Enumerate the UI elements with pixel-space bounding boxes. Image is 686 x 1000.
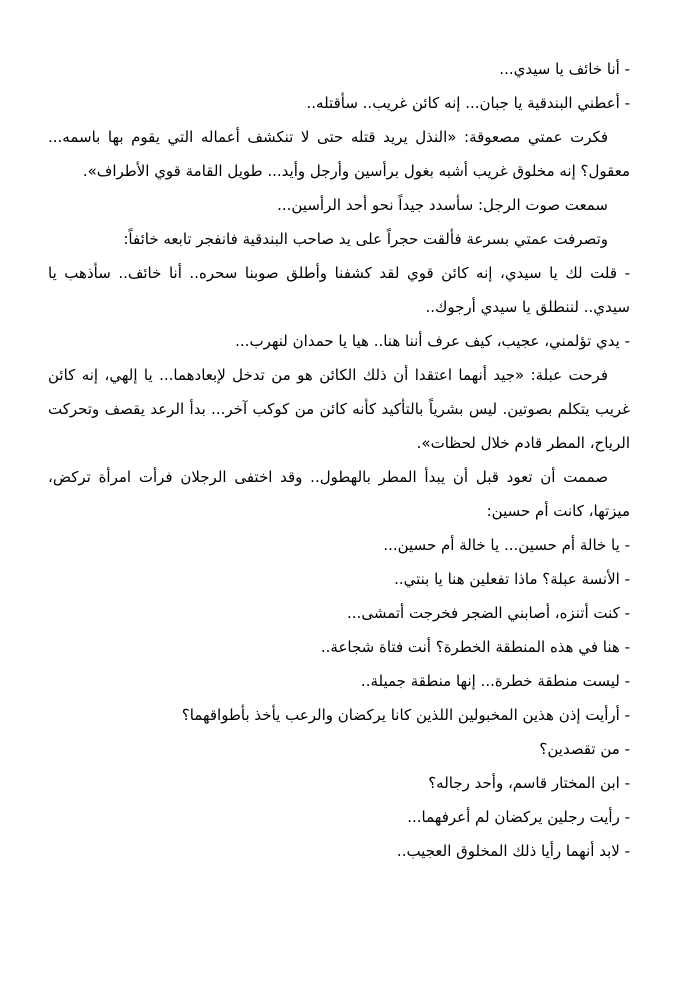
dialogue-line: - يدي تؤلمني، عجيب، كيف عرف أننا هنا.. هيا يا حمدان لنهرب... xyxy=(235,332,630,350)
dialogue-line: - من تقصدين؟ xyxy=(539,740,630,758)
dialogue-line: - ليست منطقة خطرة... إنها منطقة جميلة.. xyxy=(360,672,630,690)
dialogue-line: - قلت لك يا سيدي، إنه كائن قوي لقد كشفنا وأطلق صوبنا سحره.. أنا خائف.. سأذهب يا سيدي.. لننطلق يا سيدي أرجوك.. xyxy=(48,264,630,316)
dialogue-line: - ابن المختار قاسم، وأحد رجاله؟ xyxy=(428,774,630,792)
narration-paragraph: وتصرفت عمتي بسرعة فألقت حجراً على يد صاحب البندقية فانفجر تابعه خائفاً: xyxy=(123,230,608,248)
narration-paragraph: سمعت صوت الرجل: سأسدد جيداً نحو أحد الرأسين... xyxy=(277,196,608,214)
dialogue-line: - كنت أتنزه، أصابني الضجر فخرجت أتمشى... xyxy=(347,604,630,622)
narration-paragraph: فكرت عمتي مصعوقة: «النذل يريد قتله حتى لا تنكشف أعماله التي يقوم بها باسمه... معقول؟ إنه مخلوق غريب أشبه بغول برأسين وأرجل وأيد... طويل القامة قوي الأطراف». xyxy=(48,128,630,180)
dialogue-line: - يا خالة أم حسين... يا خالة أم حسين... xyxy=(383,536,630,554)
narration-paragraph: فرحت عبلة: «جيد أنهما اعتقدا أن ذلك الكائن هو من تدخل لإبعادهما... يا إلهي، إنه كائن غريب يتكلم بصوتين. ليس بشرياً بالتأكيد كأنه كائن من كوكب آخر... بدأ الرعد يقصف وتحركت الرياح، المطر قادم خلال لحظات». xyxy=(48,366,630,452)
dialogue-line: - الأنسة عبلة؟ ماذا تفعلين هنا يا بنتي.. xyxy=(394,570,630,588)
dialogue-line: - أنا خائف يا سيدي... xyxy=(499,60,630,78)
dialogue-line: - رأيت رجلين يركضان لم أعرفهما... xyxy=(407,808,630,826)
dialogue-line: - أعطني البندقية يا جبان... إنه كائن غريب.. سأقتله.. xyxy=(306,94,630,112)
dialogue-line: - أرأيت إذن هذين المخبولين اللذين كانا يركضان والرعب يأخذ بأطواقهما؟ xyxy=(181,706,630,724)
dialogue-line: - هنا في هذه المنطقة الخطرة؟ أنت فتاة شجاعة.. xyxy=(320,638,630,656)
page-text xyxy=(48,52,630,868)
dialogue-line: - لابد أنهما رأيا ذلك المخلوق العجيب.. xyxy=(396,842,630,860)
narration-paragraph: صممت أن تعود قبل أن يبدأ المطر بالهطول.. وقد اختفى الرجلان فرأت امرأة تركض، ميزتها، كانت أم حسين: xyxy=(48,468,630,520)
